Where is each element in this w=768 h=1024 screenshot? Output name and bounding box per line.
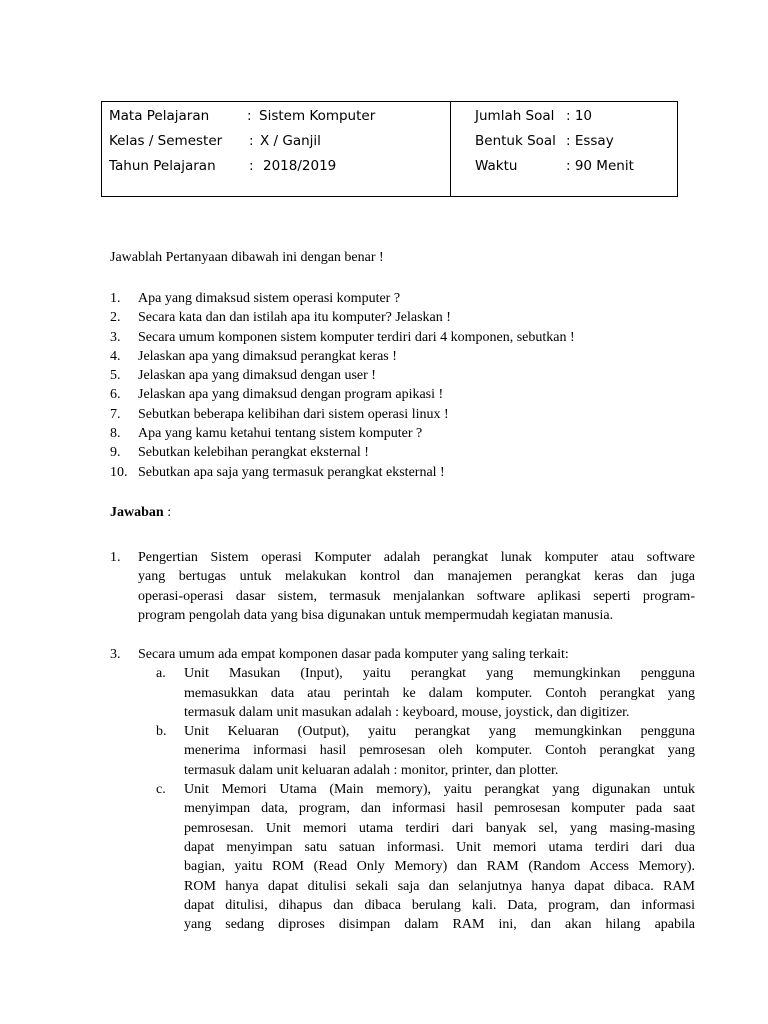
question-number: 2. [110, 310, 121, 326]
question-number: 5. [110, 368, 121, 384]
question-text: Jelaskan apa yang dimaksud dengan user ! [138, 368, 376, 384]
item-letter: c. [156, 782, 166, 798]
question-number: 7. [110, 406, 121, 422]
text-line: dapat menyimpan satu satuan informasi. Unit memori utama terdiri dari dua [184, 839, 695, 855]
text-line: menyimpan data, program, dan informasi hasil pemrosesan komputer pada saat [184, 801, 695, 817]
text-line: dapat ditulisi, dihapus dan dibaca berulang kali. Data, program, dan informasi [184, 897, 695, 913]
info-box-divider [450, 102, 451, 196]
question-text: Apa yang kamu ketahui tentang sistem komputer ? [138, 426, 423, 442]
answer-3-item-a [184, 664, 695, 722]
text-line: bagian, yaitu ROM (Read Only Memory) dan RAM (Random Access Memory). [184, 859, 695, 875]
text-line: termasuk dalam unit keluaran adalah : monitor, printer, dan plotter. [184, 762, 559, 778]
text-line: yang bertugas untuk melakukan kontrol dan manajemen perangkat keras dan juga [138, 569, 695, 585]
info-sep: : [249, 158, 254, 174]
question-text: Jelaskan apa yang dimaksud dengan program apikasi ! [138, 387, 444, 403]
answer-1-text [138, 548, 695, 625]
answer-heading-label: Jawaban [110, 505, 164, 520]
info-sep: : [249, 133, 254, 149]
answer-3-item-c [184, 780, 695, 934]
info-label: Kelas / Semester [109, 133, 223, 149]
text-line: Unit Memori Utama (Main memory), yaitu perangkat yang digunakan untuk [184, 782, 695, 798]
item-letter: a. [156, 666, 166, 682]
question-number: 8. [110, 426, 121, 442]
answer-number: 1. [110, 550, 121, 565]
info-label: Waktu [475, 158, 518, 174]
text-line: Unit Keluaran (Output), yaitu perangkat yang memungkinkan pengguna [184, 724, 695, 740]
text-line: pemrosesan. Unit memori utama terdiri dari banyak sel, yang masing-masing [184, 820, 695, 836]
info-value: X / Ganjil [260, 133, 321, 149]
answer-3-item-b [184, 722, 695, 780]
info-value: : 10 [566, 108, 593, 124]
info-label: Mata Pelajaran [109, 108, 210, 124]
info-value: 2018/2019 [263, 158, 337, 174]
text-line: Pengertian Sistem operasi Komputer adalah perangkat lunak komputer atau software [138, 550, 695, 565]
question-number: 6. [110, 387, 121, 403]
info-label: Tahun Pelajaran [109, 158, 216, 174]
exam-info-box [101, 101, 678, 197]
question-text: Sebutkan beberapa kelibihan dari sistem operasi linux ! [138, 406, 449, 422]
text-line: memasukkan data atau perintah ke dalam komputer. Contoh perangkat yang [184, 685, 695, 701]
question-text: Sebutkan apa saja yang termasuk perangkat eksternal ! [138, 464, 445, 480]
info-label: Jumlah Soal [475, 108, 555, 124]
text-line: menerima informasi hasil pemrosesan oleh komputer. Contoh perangkat yang [184, 743, 695, 759]
answer-3-intro [138, 645, 695, 664]
info-sep: : [247, 108, 252, 124]
item-letter: b. [156, 724, 167, 740]
answer-heading-colon: : [163, 505, 172, 520]
text-line: yang sedang diproses disimpan dalam RAM ini, dan akan hilang apabila [184, 917, 695, 933]
info-value: Sistem Komputer [259, 108, 376, 124]
question-text: Apa yang dimaksud sistem operasi komputer ? [138, 291, 401, 306]
text-line: program pengolah data yang bisa digunakan untuk mempermudah kegiatan manusia. [138, 607, 614, 623]
answer-number: 3. [110, 647, 121, 662]
question-number: 3. [110, 329, 121, 345]
question-text: Jelaskan apa yang dimaksud perangkat keras ! [138, 348, 397, 364]
question-number: 9. [110, 445, 121, 461]
text-line: termasuk dalam unit masukan adalah : keyboard, mouse, joystick, dan digitizer. [184, 704, 630, 720]
text-line: operasi-operasi dasar sistem, termasuk menjalankan software aplikasi seperti program- [138, 588, 695, 604]
text-line: Unit Masukan (Input), yaitu perangkat yang memungkinkan pengguna [184, 666, 695, 682]
info-label: Bentuk Soal [475, 133, 556, 149]
text-line: Secara umum ada empat komponen dasar pada komputer yang saling terkait: [138, 647, 569, 662]
question-text: Secara kata dan dan istilah apa itu komputer? Jelaskan ! [138, 310, 451, 326]
info-value: : Essay [566, 133, 614, 149]
text-line: ROM hanya dapat ditulisi sekali saja dan selanjutnya hanya dapat dibaca. RAM [184, 878, 695, 894]
info-value: : 90 Menit [566, 158, 634, 174]
question-text: Secara umum komponen sistem komputer terdiri dari 4 komponen, sebutkan ! [138, 329, 575, 345]
answer-heading [110, 505, 171, 521]
question-number: 10. [110, 464, 128, 480]
question-number: 4. [110, 348, 121, 364]
question-number: 1. [110, 291, 121, 306]
question-text: Sebutkan kelebihan perangkat eksternal ! [138, 445, 369, 461]
instruction-text: Jawablah Pertanyaan dibawah ini dengan benar ! [110, 250, 384, 265]
